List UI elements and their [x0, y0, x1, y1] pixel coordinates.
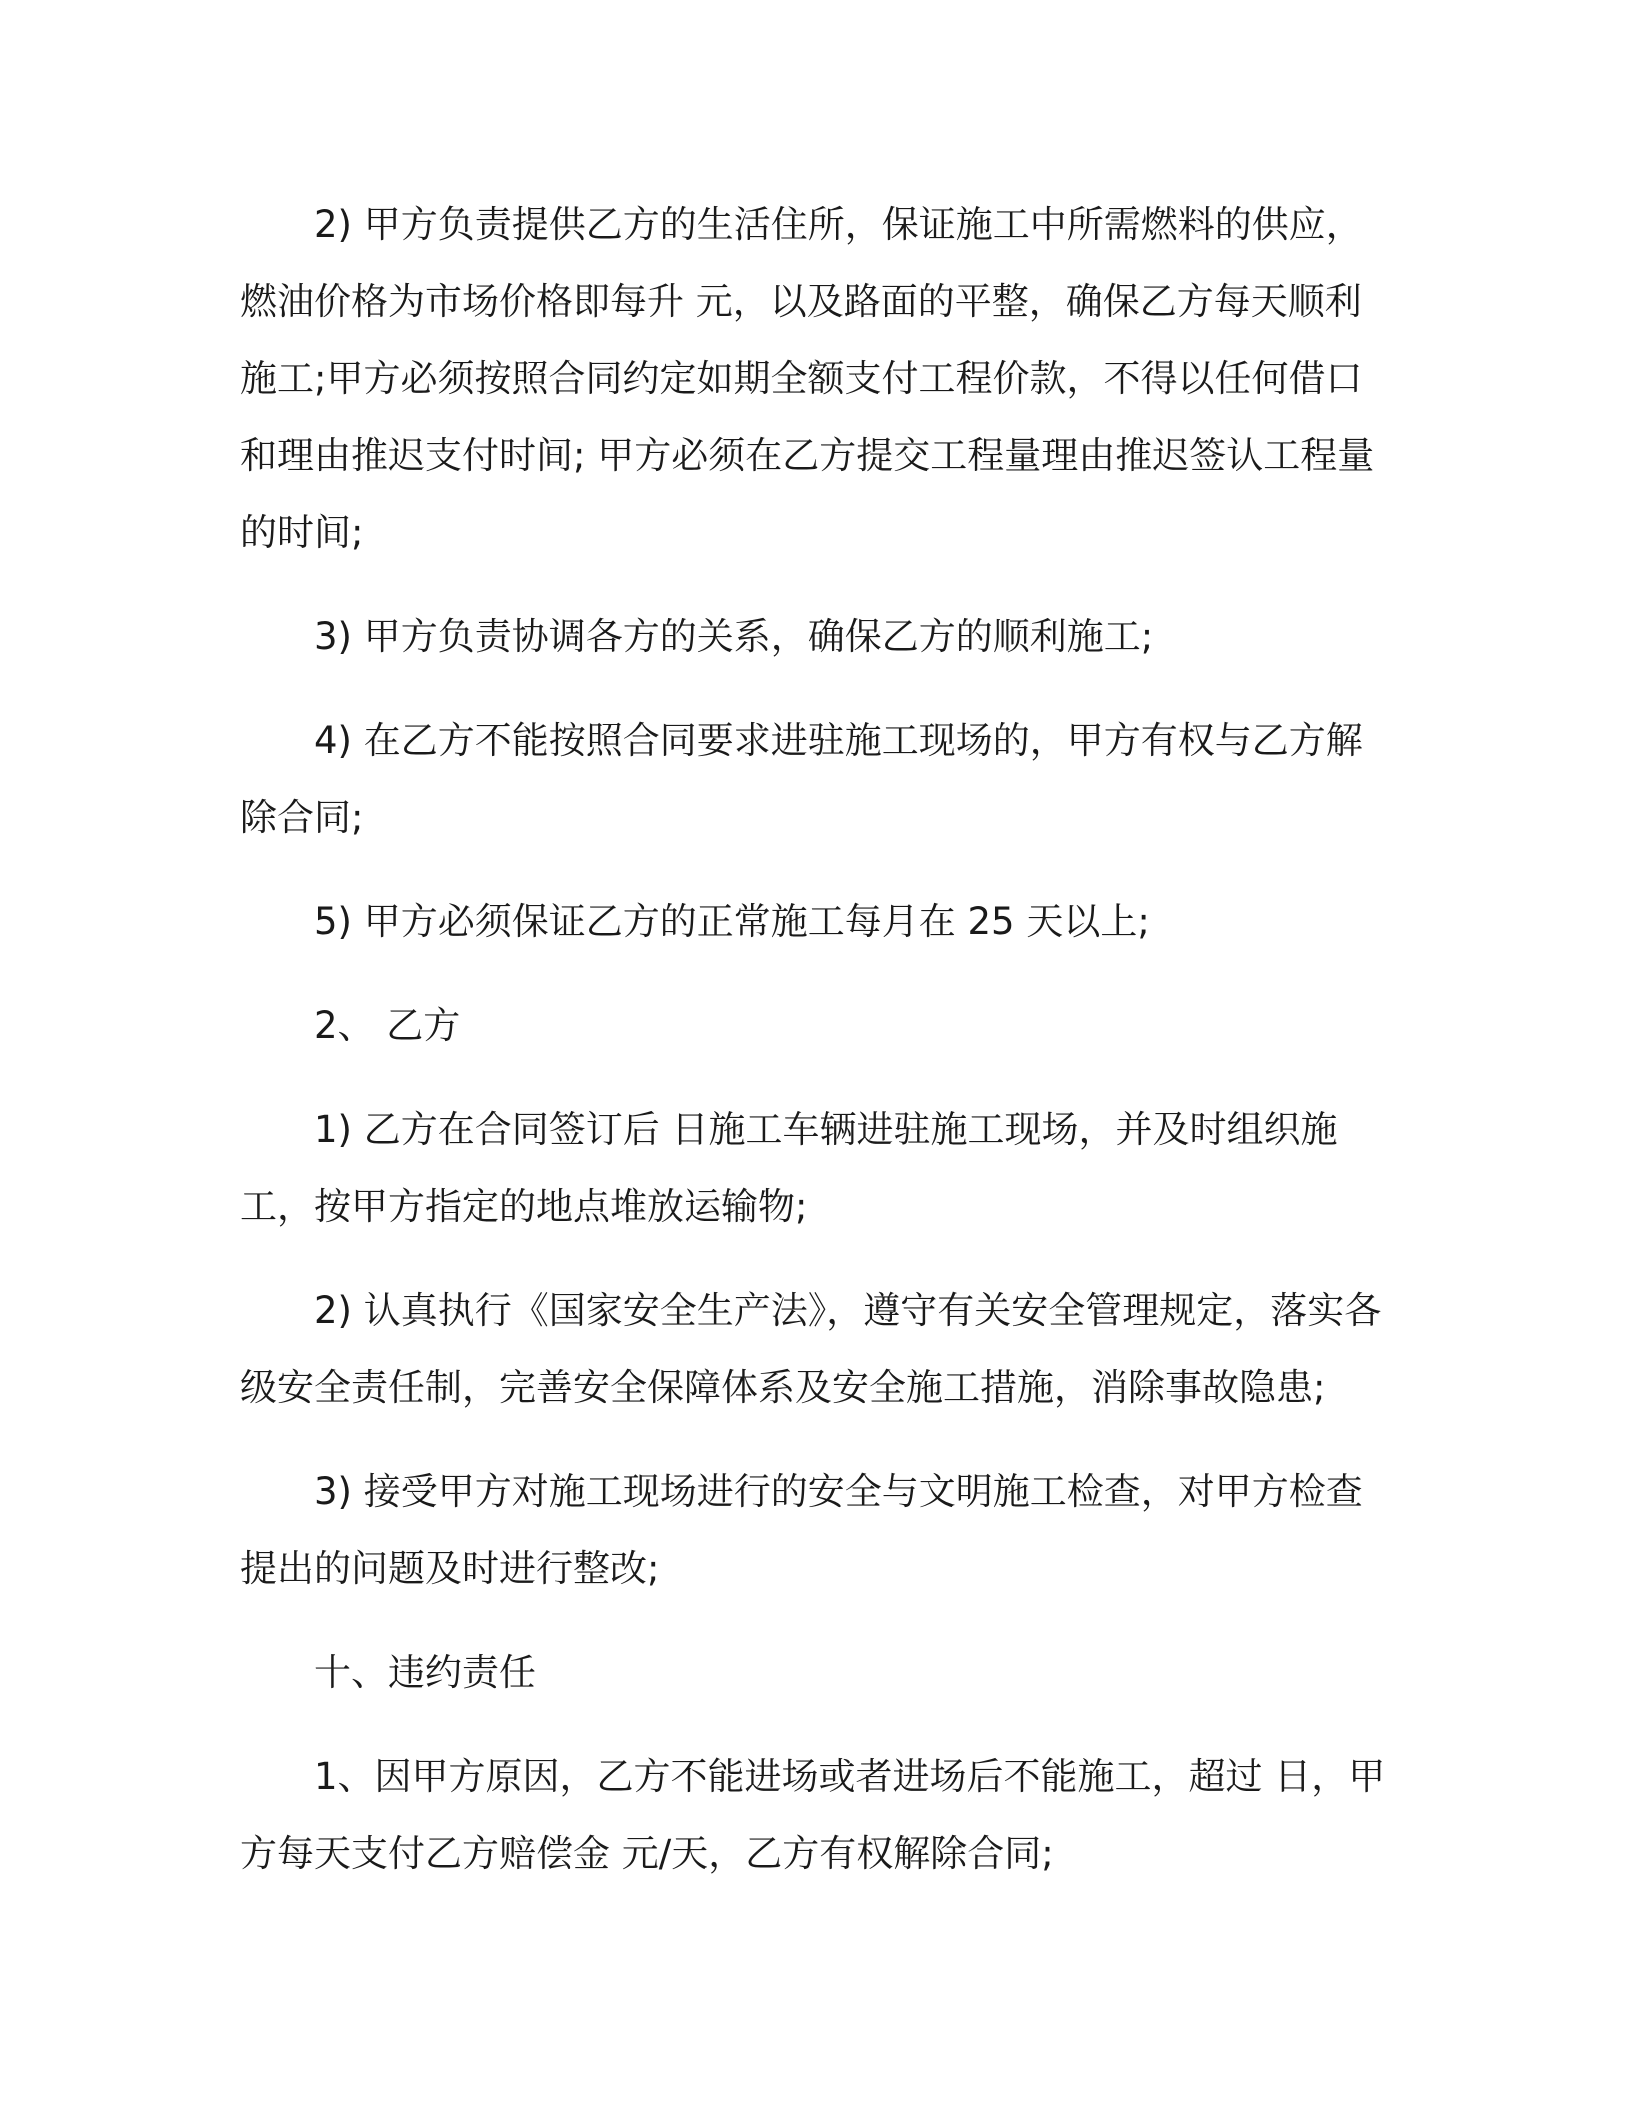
paragraph-breach-clause-1: 1、因甲方原因，乙方不能进场或者进场后不能施工，超过 日，甲方每天支付乙方赔偿金 元/天，乙方有权解除合同;	[240, 1755, 1386, 1875]
paragraph-party-b-duty-3: 3) 接受甲方对施工现场进行的安全与文明施工检查，对甲方检查提出的问题及时进行整改;	[240, 1470, 1363, 1590]
paragraph-party-a-duty-5: 5) 甲方必须保证乙方的正常施工每月在 25 天以上;	[314, 900, 1150, 943]
section-heading-breach-liability: 十、违约责任	[314, 1651, 536, 1694]
section-heading-party-b: 2、 乙方	[314, 1004, 461, 1047]
paragraph-party-a-duty-4: 4) 在乙方不能按照合同要求进驻施工现场的，甲方有权与乙方解除合同;	[240, 719, 1363, 839]
paragraph-party-b-duty-2: 2) 认真执行《国家安全生产法》，遵守有关安全管理规定，落实各级安全责任制，完善安全保障体系及安全施工措施，消除事故隐患;	[240, 1289, 1382, 1409]
paragraph-party-a-duty-2: 2) 甲方负责提供乙方的生活住所，保证施工中所需燃料的供应，燃油价格为市场价格即每升 元，以及路面的平整，确保乙方每天顺利施工;甲方必须按照合同约定如期全额支付工程价款，不得以任何借口和理由推迟支付时间; 甲方必须在乙方提交工程量理由推迟签认工程量的时间;	[240, 203, 1375, 554]
document-body	[240, 186, 1390, 1919]
paragraph-party-a-duty-3: 3) 甲方负责协调各方的关系，确保乙方的顺利施工;	[314, 615, 1154, 658]
paragraph-party-b-duty-1: 1) 乙方在合同签订后 日施工车辆进驻施工现场，并及时组织施工，按甲方指定的地点堆放运输物;	[240, 1108, 1338, 1228]
